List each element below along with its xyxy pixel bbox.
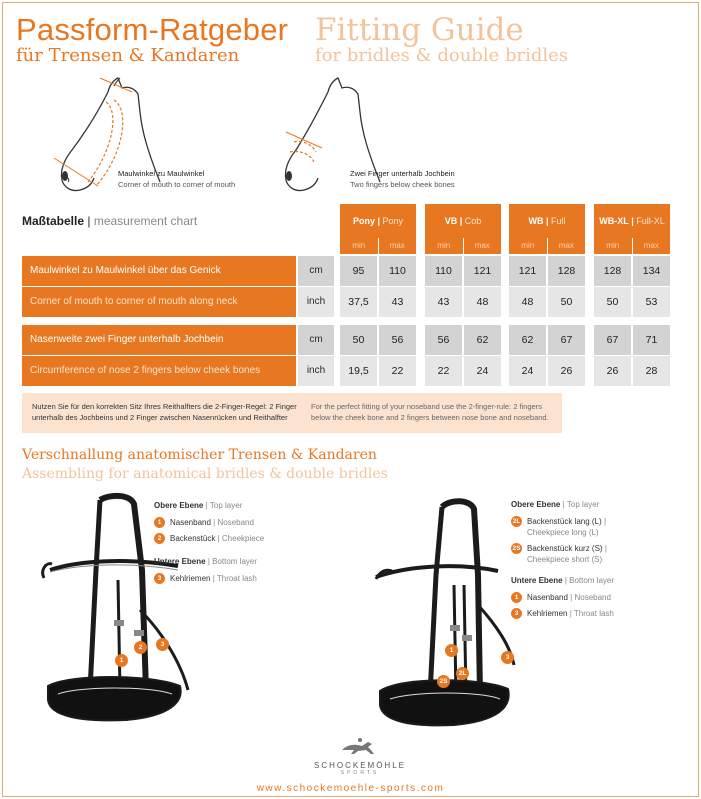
assembly-title-de: Verschnallung anatomischer Trensen & Kandaren — [22, 447, 377, 463]
assembly-title-en: Assembling for anatomical bridles & double bridles — [22, 466, 388, 482]
legend-item: 2S Backenstück kurz (S) | Cheekpiece short (S) — [512, 544, 607, 564]
website-link[interactable]: www.schockemoehle-sports.com — [256, 783, 445, 794]
legend-item: 1 Nasenband | Noseband — [154, 517, 304, 528]
legend-item: 1 Nasenband | Noseband — [511, 592, 661, 603]
marker-cheekpiece-short: 2S — [437, 675, 450, 688]
illustration-caption-2: Zwei Finger unterhalb Jochbein Two fingers below cheek bones — [350, 169, 455, 189]
size-header-full-xl: WB-XL | Full-XL min max — [594, 204, 670, 254]
marker-throat-lash: 3 — [156, 638, 169, 651]
legend-item: 2 Backenstück | Cheekpiece — [154, 533, 304, 544]
marker-throat-lash: 3 — [501, 651, 514, 664]
size-header-full: WB | Full min max — [509, 204, 585, 254]
table-row: Maulwinkel zu Maulwinkel über das Genick cm 95 110 110 121 121 128 128 134 — [22, 256, 672, 286]
marker-noseband: 1 — [115, 654, 128, 667]
illustration-caption-1: Maulwinkel zu Maulwinkel Corner of mouth to corner of mouth — [118, 169, 236, 189]
size-header-pony: Pony | Pony min max — [340, 204, 416, 254]
measurement-chart-label: Maßtabelle | measurement chart — [22, 214, 198, 228]
legend-item: 2L Backenstück lang (L) | Cheekpiece long (L) — [512, 517, 607, 537]
brand-logo: SCHOCKEMÖHLE SPORTS — [310, 736, 410, 776]
legend-left: Obere Ebene | Top layer 1 Nasenband | Noseband 2 Backenstück | Cheekpiece Untere Ebene | Bottom layer 3 Kehlriemen | Throat lash — [154, 500, 304, 589]
horse-rider-icon — [338, 736, 382, 756]
size-header-cob: VB | Cob min max — [425, 204, 501, 254]
legend-item: 3 Kehlriemen | Throat lash — [154, 573, 304, 584]
legend-item: 3 Kehlriemen | Throat lash — [511, 608, 661, 619]
title-de: Passform-Ratgeber — [16, 12, 289, 47]
table-row: Circumference of nose 2 fingers below cheek bones inch 19,5 22 22 24 24 26 26 28 — [22, 356, 672, 386]
subtitle-de: für Trensen & Kandaren — [16, 45, 240, 66]
table-row: Corner of mouth to corner of mouth along neck inch 37,5 43 43 48 48 50 50 53 — [22, 287, 672, 317]
subtitle-en: for bridles & double bridles — [315, 45, 569, 66]
table-row: Nasenweite zwei Finger unterhalb Jochbein cm 50 56 56 62 62 67 67 71 — [22, 325, 672, 355]
legend-right: Obere Ebene | Top layer 2L Backenstück lang (L) | Cheekpiece long (L) 2S Backenstück kurz (S) | Cheekpiece short (S) Untere Ebene | Bottom layer 1 Nasenband | Noseband 3 Kehlriemen | Throat lash — [511, 499, 661, 624]
bridle-illustration-right — [370, 495, 530, 740]
two-finger-rule-note: Nutzen Sie für den korrekten Sitz Ihres Reithalfters die 2-Finger-Regel: 2 Finger unterhalb des Jochbeins und 2 Finger zwischen Nasenrücken und Reithalfter For the perfect fitting of your noseband use the 2-finger-rule: 2 fingers below the cheek bone and 2 fingers between nose bone and noseband. — [22, 393, 562, 433]
marker-cheekpiece-long: 2L — [456, 667, 469, 680]
title-en: Fitting Guide — [315, 12, 524, 48]
marker-noseband: 1 — [445, 644, 458, 657]
marker-cheekpiece: 2 — [134, 641, 147, 654]
